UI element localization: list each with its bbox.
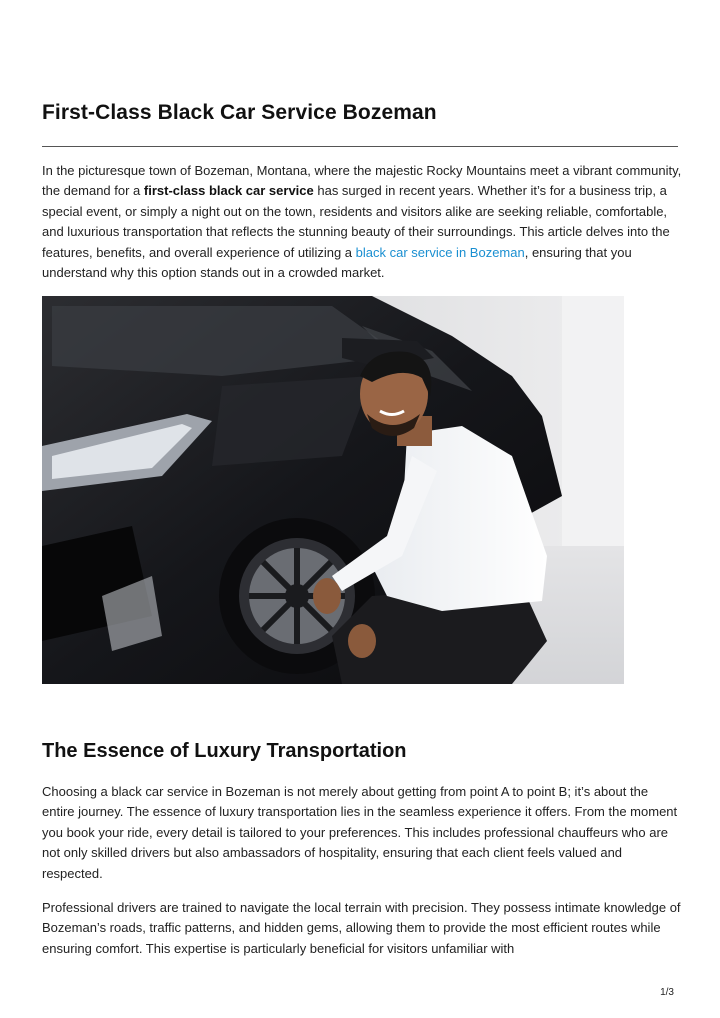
car-and-man-photo xyxy=(42,296,624,684)
black-car-service-link[interactable]: black car service in Bozeman xyxy=(355,244,525,260)
page-number: 1/3 xyxy=(660,987,674,998)
section-heading: The Essence of Luxury Transportation xyxy=(42,740,407,762)
page-title: First-Class Black Car Service Bozeman xyxy=(42,101,437,124)
intro-paragraph xyxy=(42,161,682,283)
section-paragraph-2: Professional drivers are trained to navigate the local terrain with precision. They possess intimate knowledge of Bozeman’s roads, traffic patterns, and hidden gems, allowing them to provide the most efficient routes while ensuring comfort. This expertise is particularly beneficial for visitors unfamiliar with xyxy=(42,900,681,956)
intro-text-2: has surged in recent years. Whether it’s for a business trip, a special event, or simply a night out on the town, residents and visitors alike are seeking reliable, comfortable, and luxurious transportation that reflects the stunning beauty of their surroundings. This article delves into the features, benefits, and overall experience of utilizing a xyxy=(42,183,670,260)
title-divider xyxy=(42,146,678,147)
section-paragraph-1: Choosing a black car service in Bozeman is not merely about getting from point A to point B; it’s about the entire journey. The essence of luxury transportation lies in the seamless experience it offers. From the moment you book your ride, every detail is tailored to your preferences. This includes professional chauffeurs who are not only skilled drivers but also ambassadors of hospitality, ensuring that each client feels valued and respected. xyxy=(42,784,678,881)
intro-bold-text: first-class black car service xyxy=(143,183,314,199)
hero-photo xyxy=(42,296,624,684)
intro-text-3: , ensuring that you understand why this option stands out in a crowded market. xyxy=(42,244,632,281)
intro-text-1: In the picturesque town of Bozeman, Montana, where the majestic Rocky Mountains meet a vibrant community, the demand for a xyxy=(42,163,682,199)
